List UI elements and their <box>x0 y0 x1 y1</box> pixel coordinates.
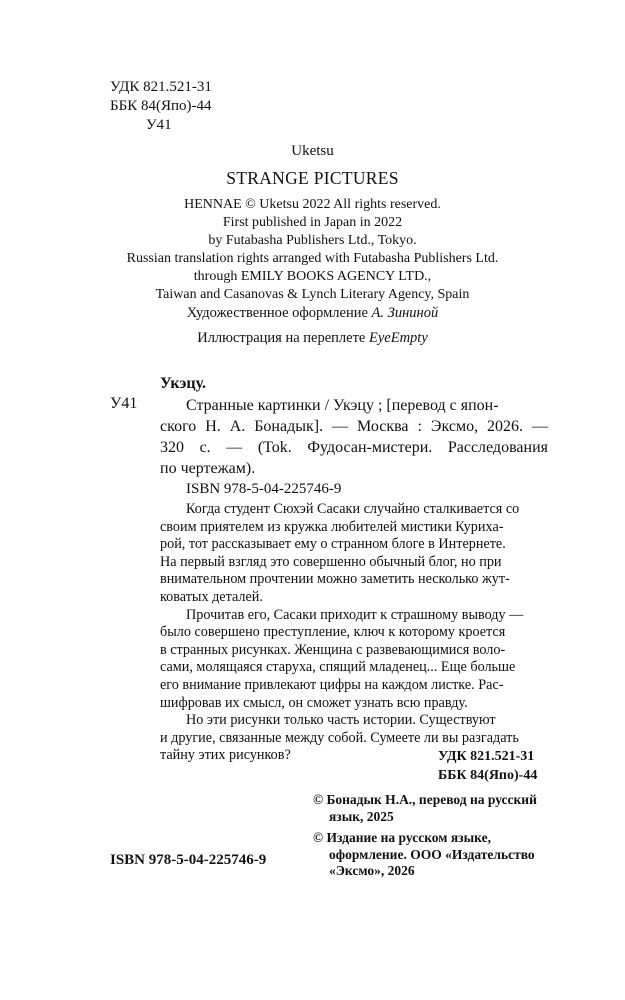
classification-block-top <box>110 78 212 135</box>
edition-copyright-cont: оформление. ООО «Издательство <box>329 846 535 862</box>
bibliographic-description <box>160 395 548 479</box>
rights-line: Taiwan and Casanovas & Lynch Literary Agency, Spain <box>155 287 470 302</box>
illustrator-name: EyeEmpty <box>368 330 428 346</box>
copyright-notice <box>313 792 537 880</box>
annotation-line: своим приятелем из кружка любителей мистики Курихa- <box>160 518 504 535</box>
translation-copyright: © Бонадык Н.А., перевод на русский <box>313 792 537 807</box>
design-credit-label: Художественное оформление <box>186 305 372 321</box>
annotation-line: в странных рисунках. Женщина с развевающимися воло- <box>160 641 506 658</box>
description-line: ского Н. А. Бонадык]. — Москва : Эксмо, 2026. — <box>160 418 548 435</box>
description-line: Странные картинки / Укэцу ; [перевод с япон- <box>186 397 499 414</box>
annotation-line: Когда студент Сюхэй Сасаки случайно сталкивается со <box>186 501 520 517</box>
rights-notice <box>0 196 625 304</box>
annotation-line: тайну этих рисунков? <box>160 747 291 764</box>
annotation-line: его внимание привлекают цифры на каждом листке. Рас- <box>160 676 504 693</box>
edition-copyright-cont: «Эксмо», 2026 <box>329 863 415 878</box>
classification-block-bottom <box>438 747 537 785</box>
translation-copyright-cont: язык, 2025 <box>329 808 394 824</box>
rights-line: HENNAE © Uketsu 2022 All rights reserved. <box>184 197 441 212</box>
rights-line: by Futabasha Publishers Ltd., Tokyo. <box>208 233 417 248</box>
author-mark: У41 <box>146 117 172 133</box>
annotation-line: коватых деталей. <box>160 588 263 605</box>
annotation-line: было совершено преступление, ключ к которому кроется <box>160 624 506 641</box>
edition-copyright: © Издание на русском языке, <box>313 830 491 845</box>
record-isbn: ISBN 978-5-04-225746-9 <box>186 481 342 497</box>
annotation-line: Прочитав его, Сасаки приходит к страшному выводу — <box>186 606 524 623</box>
isbn-bottom: ISBN 978-5-04-225746-9 <box>110 852 267 868</box>
annotation-line: и другие, связанные между собой. Сумеете ли вы разгадать <box>160 729 519 746</box>
designer-name: А. Зининой <box>371 305 439 321</box>
description-line: по чертежам). <box>160 460 256 477</box>
annotation-line: Но эти рисунки только часть истории. Существуют <box>186 712 496 729</box>
bbk-code-bottom: ББК 84(Япо)-44 <box>438 768 538 783</box>
udk-code-bottom: УДК 821.521-31 <box>438 749 535 764</box>
annotation-line: рой, тот рассказывает ему о странном блоге в Интернете. <box>160 536 506 553</box>
rights-line: through EMILY BOOKS AGENCY LTD., <box>193 269 432 284</box>
design-credit <box>0 305 625 322</box>
rights-line: First published in Japan in 2022 <box>222 215 403 230</box>
record-code: У41 <box>110 395 138 412</box>
annotation-line: шифровав их смысл, он сможет узнать всю правду. <box>160 694 468 711</box>
udk-code: УДК 821.521-31 <box>110 79 212 95</box>
rights-line: Russian translation rights arranged with Futabasha Publishers Ltd. <box>126 251 499 266</box>
annotation-line: На первый взгляд это совершенно обычный блог, но при <box>160 553 502 570</box>
original-author: Uketsu <box>291 143 334 159</box>
annotation <box>160 501 548 765</box>
cover-credit <box>0 330 625 347</box>
bbk-code: ББК 84(Япо)-44 <box>110 98 212 114</box>
cover-credit-label: Иллюстрация на переплете <box>197 330 369 346</box>
description-line: 320 с. — (Tok. Фудосан-мистери. Расследования <box>160 439 548 456</box>
annotation-line: внимательном прочтении можно заметить несколько жут- <box>160 571 510 588</box>
annotation-line: сами, молящаяся старуха, спящий младенец... Еще больше <box>160 659 516 676</box>
original-title: STRANGE PICTURES <box>226 168 399 188</box>
record-author: Укэцу. <box>160 375 206 392</box>
